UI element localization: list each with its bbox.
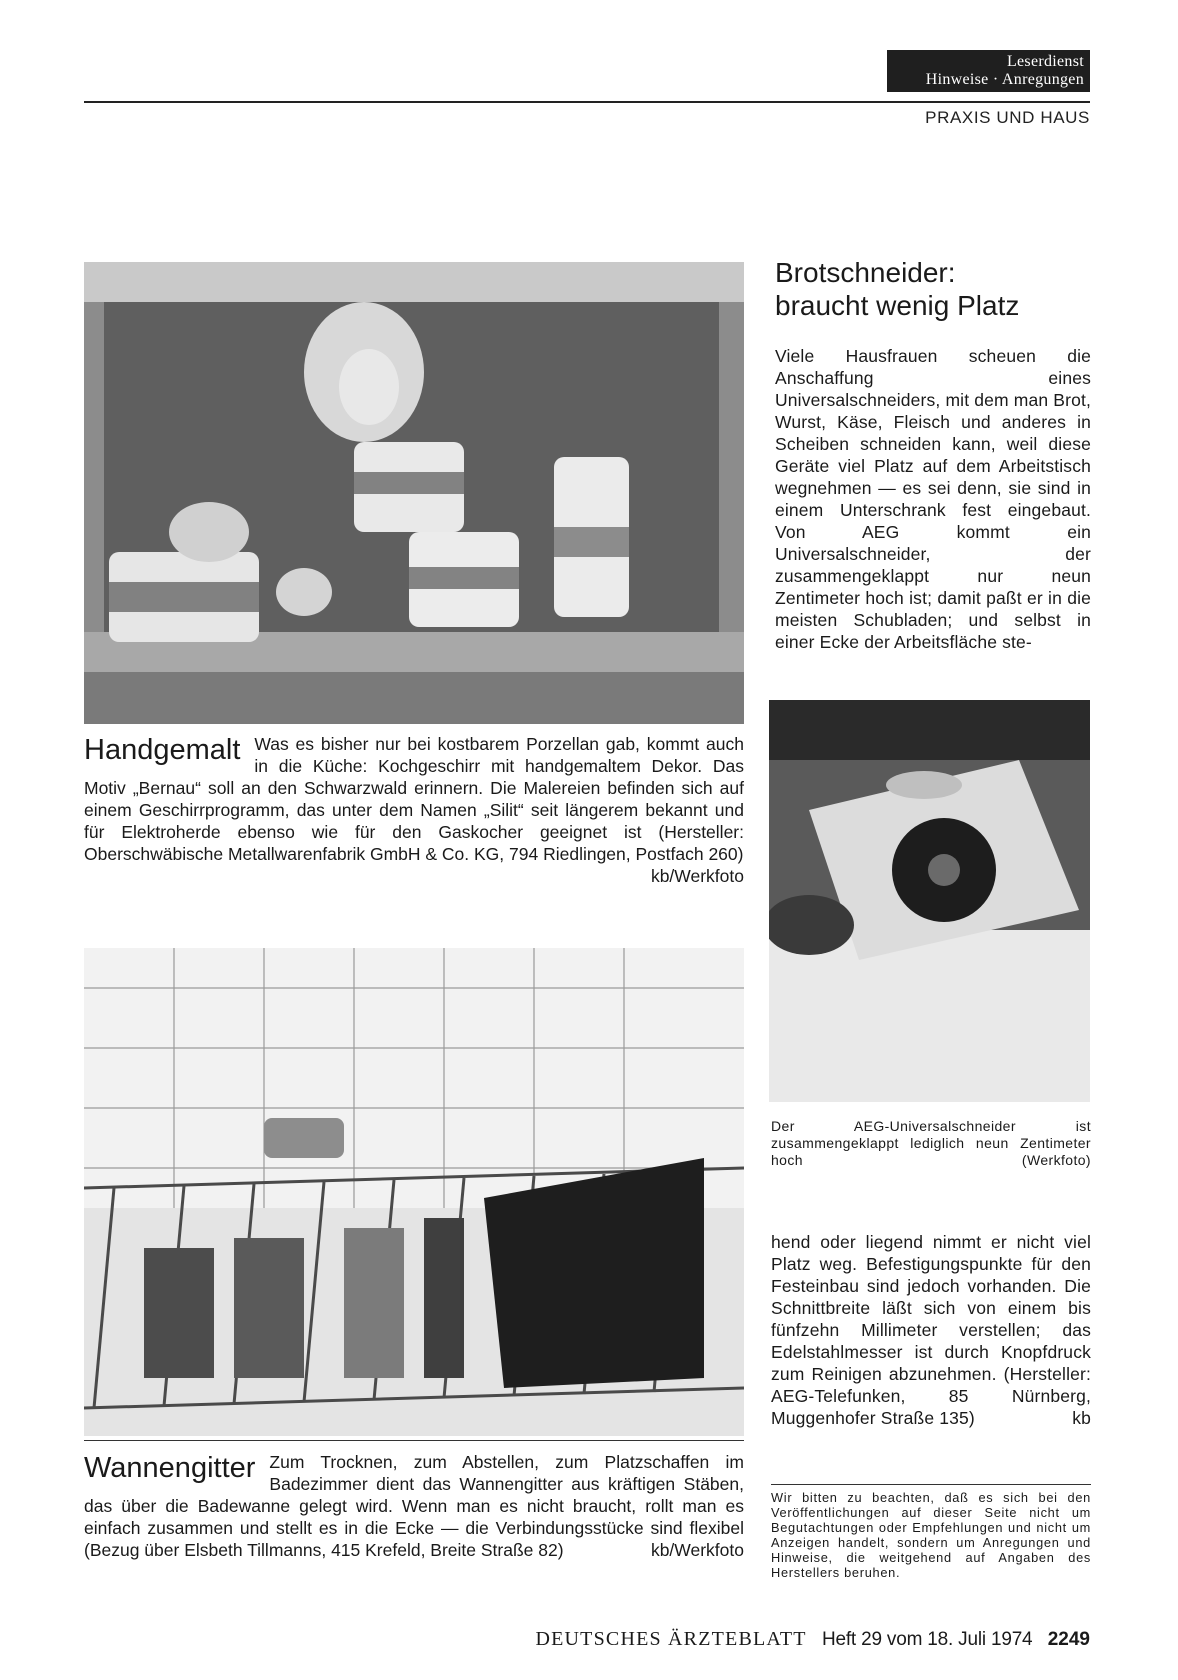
handpainted-credit: kb/Werkfoto [650,866,744,886]
tub-rack-heading: Wannengitter [84,1452,256,1484]
bread-slicer-title-line-2: braucht wenig Platz [775,290,1020,321]
bread-slicer-body-part-1: Viele Hausfrauen scheuen die Anschaffung eines Universalschneiders, mit dem man Brot, Wurst, Käse, Fleisch und anderes in Scheiben schneiden kann, weil diese Geräte viel Platz auf dem Arbeitstisch wegnehmen — es sei denn, sie sind in einem Unterschrank fest eingebaut. Von AEG kommt ein Universalschneider, der zusammengeklappt nur neun Zentimeter hoch ist; damit paßt er in die meisten Schubladen; und selbst in einer Ecke der Arbeitsfläche ste- [775,346,1091,652]
bread-slicer-body-part-2-text: hend oder liegend nimmt er nicht viel Platz weg. Befestigungspunkte für den Festeinbau sind jedoch vorhanden. Die Schnittbreite läßt sich von einem bis fünfzehn Millimeter verstellen; das Edelstahlmesser ist durch Knopfdruck zum Reinigen abzunehmen. (Hersteller: AEG-Telefunken, 85 Nürnberg, Muggenhofer Straße 135) [771,1232,1091,1428]
issue-info: Heft 29 vom 18. Juli 1974 [821,1629,1033,1650]
disclaimer: Wir bitten zu beachten, daß es sich bei den Veröffentlichungen auf dieser Seite nicht um Begutachtungen oder Empfehlungen und nicht um Anzeigen handelt, sondern um Anregungen und Hinweise, die weitgehend auf Angaben des Herstellers beruhen. [771,1490,1091,1580]
badge-line-2: Hinweise · Anregungen [925,71,1084,88]
handpainted-body: Was es bisher nur bei kostbarem Porzellan gab, kommt auch in die Küche: Kochgeschirr mit handgemaltem Dekor. Das Motiv „Bernau“ soll an den Schwarzwald erinnern. Die Malereien befinden sich auf einem Geschirrprogramm, das unter dem Namen „Silit“ seit längerem bekannt und für Elektroherde ebenso wie für den Gaskocher geeignet ist (Hersteller: Oberschwäbische Metallwarenfabrik GmbH & Co. KG, 794 Riedlingen, Postfach 260) [84,734,744,864]
tub-rack-photo [84,948,744,1436]
section-name: PRAXIS UND HAUS [925,108,1090,127]
handpainted-heading: Handgemalt [84,734,241,766]
bread-slicer-credit: kb [1072,1408,1091,1428]
bread-slicer-body-part-2 [771,1231,1091,1429]
slicer-caption-credit: (Werkfoto) [1021,1152,1091,1168]
bread-slicer-title [775,256,1095,322]
header-rule [84,101,1090,103]
bread-slicer-title-line-1: Brotschneider: [775,257,956,288]
handpainted-article [84,733,744,887]
tub-rack-credit: kb/Werkfoto [650,1540,744,1560]
tub-rack-body: Zum Trocknen, zum Abstellen, zum Platzschaffen im Badezimmer dient das Wannengitter aus kräftigen Stäben, das über die Badewanne gelegt wird. Wenn man es nicht braucht, rollt man es einfach zusammen und stellt es in die Ecke — die Verbindungsstücke sind flexibel (Bezug über Elsbeth Tillmanns, 415 Krefeld, Breite Straße 82) [84,1452,744,1560]
page-number: 2249 [1047,1629,1090,1650]
slicer-photo [769,700,1090,1102]
slicer-caption-text: Der AEG-Universalschneider ist zusammengeklappt lediglich neun Zentimeter hoch [771,1118,1091,1168]
journal-name: DEUTSCHES ÄRZTEBLATT [535,1628,807,1650]
cookware-photo [84,262,744,724]
photo-rule [84,1440,744,1441]
badge-line-1: Leserdienst [1006,53,1084,70]
section-badge [887,50,1090,92]
slicer-caption [771,1118,1091,1169]
tub-rack-article [84,1451,744,1561]
page-footer [535,1628,1090,1651]
disclaimer-rule [771,1484,1091,1485]
